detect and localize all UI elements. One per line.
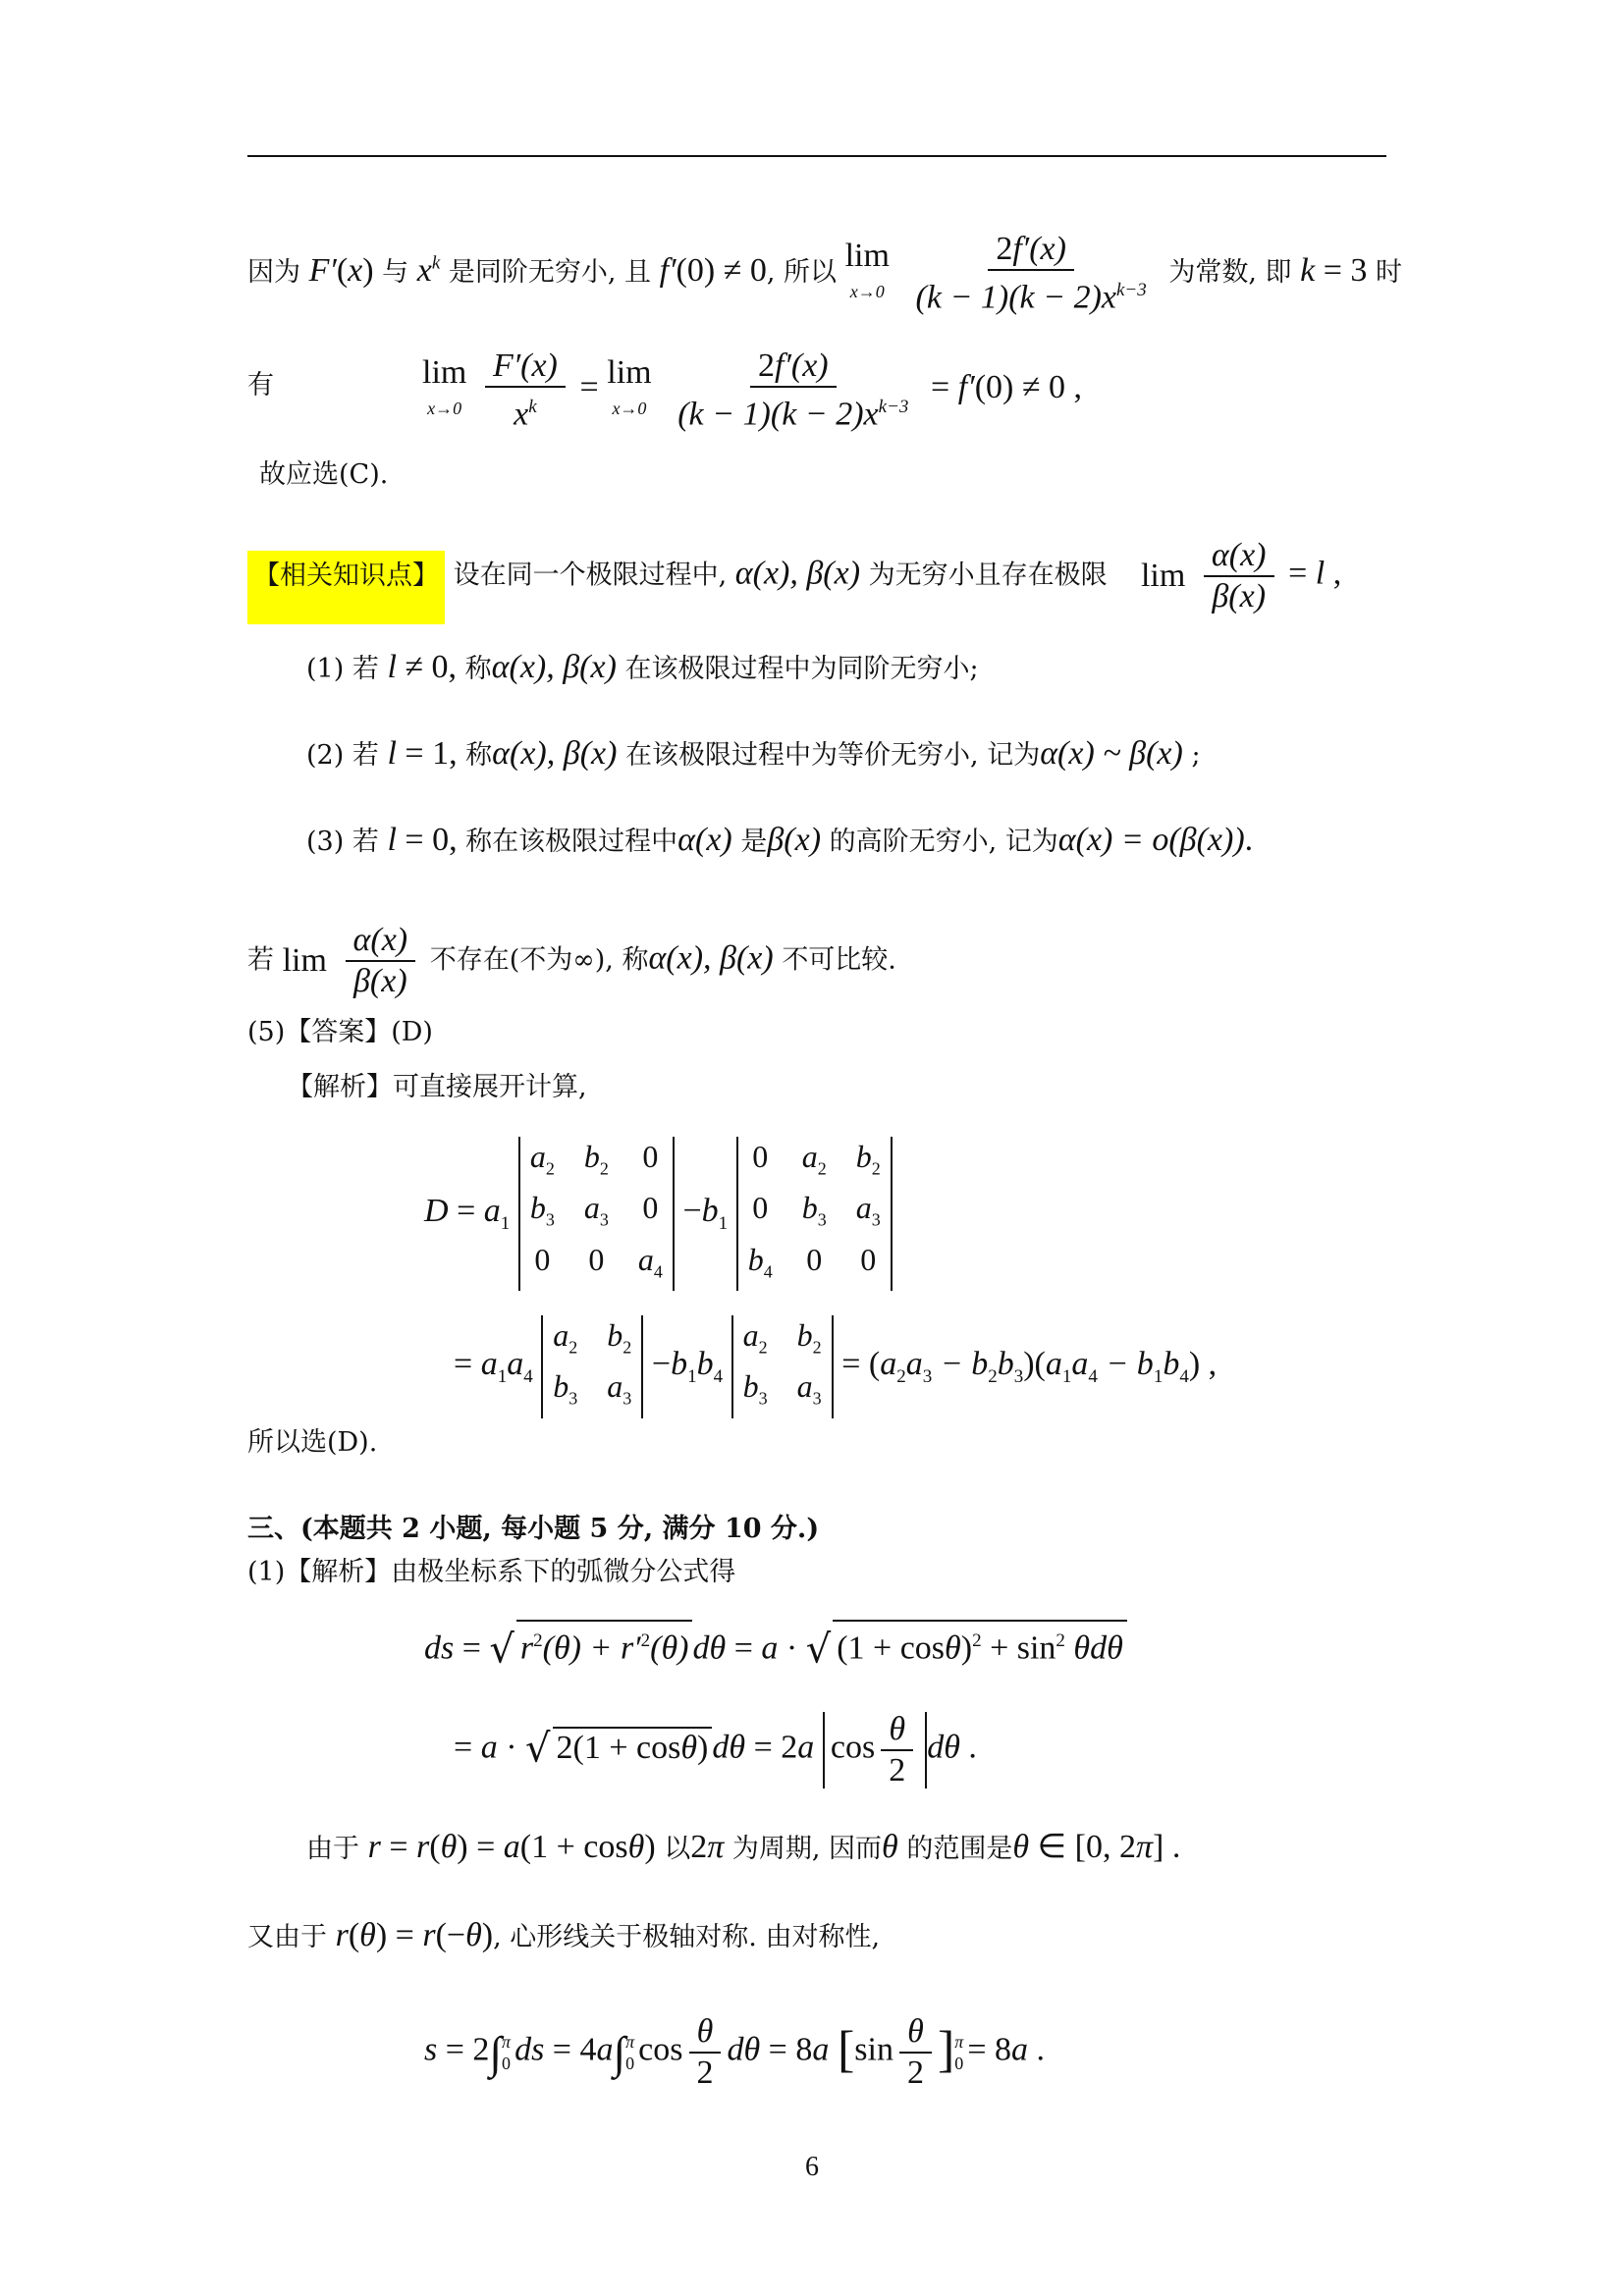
analysis-heading <box>247 1555 735 1590</box>
text: 在该极限过程中为同阶无穷小; <box>624 654 979 684</box>
paragraph-line: 又由于 r(θ) = r(−θ), 心形线关于极轴对称. 由对称性, <box>247 1917 881 1953</box>
arc-length-equation-2: = a · √ 2(1 + cosθ) dθ = 2a cos $\frac{\theta}{2}$ dθ . <box>454 1711 977 1789</box>
text: 不可比较. <box>782 944 896 976</box>
text: 是同阶无穷小, 且 <box>448 257 652 289</box>
text: 在该极限过程中为等价无穷小, 记为 <box>625 740 1041 771</box>
equation-limit: lim x→0 $\frac{F'(x)}{x^k}$ = lim x→0 $\frac{2f'(x)}{(k - 1)(k - 2)x^{k-3}}$ = f′(0) ≠ 0 , <box>422 347 1082 433</box>
text: 为周期, 因而 <box>731 1834 883 1864</box>
text: 为常数, 即 <box>1168 257 1292 289</box>
list-item: (1) 若 l ≠ 0, 称α(x), β(x) 在该极限过程中为同阶无穷小; <box>306 649 979 685</box>
text: (1) <box>306 654 345 684</box>
text: 因为 <box>247 257 300 289</box>
text: 时 <box>1376 257 1402 289</box>
list-item: (2) 若 l = 1, 称α(x), β(x) 在该极限过程中为等价无穷小, 记为α(x) ~ β(x) ; <box>306 735 1201 772</box>
text: 若 <box>352 740 379 771</box>
list-item: (3) 若 l = 0, 称在该极限过程中α(x) 是β(x) 的高阶无穷小, 记为α(x) = o(β(x)). <box>306 822 1254 858</box>
knowledge-point-label: 【相关知识点】 <box>247 551 445 624</box>
determinant-matrix: 0 $a_2$ $b_2$ 0 $b_3$ $a_3$ $b_4$ 0 0 <box>736 1137 893 1291</box>
text: (5)【答案】(D) <box>247 1017 433 1047</box>
paragraph-line: 由于 r = r(θ) = a(1 + cosθ) 以2π 为周期, 因而θ 的范围是θ ∈ [0, 2π] . <box>306 1829 1181 1865</box>
header-rule <box>247 155 1386 157</box>
text: (1)【解析】由极坐标系下的弧微分公式得 <box>247 1557 736 1587</box>
knowledge-point: 【相关知识点】 设在同一个极限过程中, α(x), β(x) 为无穷小且存在极限 lim $\frac{\alpha(x)}{\beta(x)}$ = l , <box>247 538 1341 614</box>
text: 以 <box>664 1834 691 1864</box>
text: 是 <box>740 827 768 857</box>
answer-heading <box>247 1015 433 1050</box>
text: 又由于 <box>247 1922 327 1952</box>
text: 称 <box>465 740 493 771</box>
analysis-heading <box>287 1070 587 1105</box>
text: 由于 <box>306 1834 359 1864</box>
determinant-matrix: $a_2$ $b_2$ $b_3$ $a_3$ <box>541 1315 643 1418</box>
determinant-equation-1: $D = a_1$ $a_2$ $b_2$ 0 $b_3$ $a_3$ 0 0 0 $a_4$ $-b_1$ 0 $a_2$ $b_2$ 0 $b_3$ $a_3$ $b_4$ 0 0 <box>424 1137 893 1291</box>
paragraph-line: 若 lim $\frac{\alpha(x)}{\beta(x)}$ 不存在(不为∞), 称α(x), β(x) 不可比较. <box>247 922 896 999</box>
text: 故应选(C). <box>259 459 389 490</box>
text: 的范围是 <box>906 1834 1013 1864</box>
text: 若 <box>352 654 379 684</box>
text: 三、(本题共 2 小题, 每小题 5 分, 满分 10 分.) <box>247 1514 820 1544</box>
paragraph-line-1: 因为 F′(x) 与 $x^k$ 是同阶无穷小, 且 f′(0) ≠ 0, 所以 lim x→0 $\frac{2f'(x)}{(k - 1)(k - 2)x^{k-3}}$ 为常数, 即 k = 3 时 <box>247 231 1402 316</box>
page-number: 6 <box>805 2152 819 2182</box>
text: 设在同一个极限过程中, <box>453 560 728 591</box>
text: 所以选(D). <box>247 1427 378 1458</box>
text: (2) <box>306 740 345 771</box>
text: 不存在(不为∞), 称 <box>429 944 649 976</box>
text: 若 <box>247 944 274 976</box>
text: , 所以 <box>766 257 838 289</box>
determinant-matrix: $a_2$ $b_2$ $b_3$ $a_3$ <box>731 1315 834 1418</box>
text: , 心形线关于极轴对称. 由对称性, <box>493 1922 881 1952</box>
text: 【解析】可直接展开计算, <box>287 1072 587 1102</box>
text: 为无穷小且存在极限 <box>868 560 1108 591</box>
text: (3) <box>306 827 345 857</box>
text: 有 <box>247 370 274 400</box>
arc-length-result: s = 2∫ π 0 ds = 4a∫ π 0 cos $\frac{\theta}{2}$ dθ = 8a [sin $\frac{\theta}{2}$ ] π 0 = 8a . <box>424 2013 1045 2091</box>
text: 与 <box>382 257 409 289</box>
section-heading <box>247 1512 819 1547</box>
paragraph-line-2 <box>247 368 274 403</box>
text: 若 <box>352 827 379 857</box>
paragraph-line-3 <box>259 457 388 493</box>
arc-length-equation-1: ds = √ $r^2(\theta) + r'^2(\theta) d\theta = a$ · √ $(1 + \cos\theta)^2 + \sin^2 \theta d\theta$ <box>424 1620 1127 1668</box>
text: 的高阶无穷小, 记为 <box>829 827 1058 857</box>
paragraph-line <box>247 1425 377 1461</box>
text: ; <box>1191 740 1201 771</box>
determinant-matrix: $a_2$ $b_2$ 0 $b_3$ $a_3$ 0 0 0 $a_4$ <box>518 1137 675 1291</box>
text: 称 <box>464 654 492 684</box>
text: 称在该极限过程中 <box>465 827 678 857</box>
determinant-equation-2: = $a_1a_4$ $a_2$ $b_2$ $b_3$ $a_3$ $-b_1b_4$ $a_2$ $b_2$ $b_3$ $a_3$ = $(a_2a_3 - b_2b_3)(a_1a_4 - b_1b_4)$ , <box>454 1315 1217 1418</box>
